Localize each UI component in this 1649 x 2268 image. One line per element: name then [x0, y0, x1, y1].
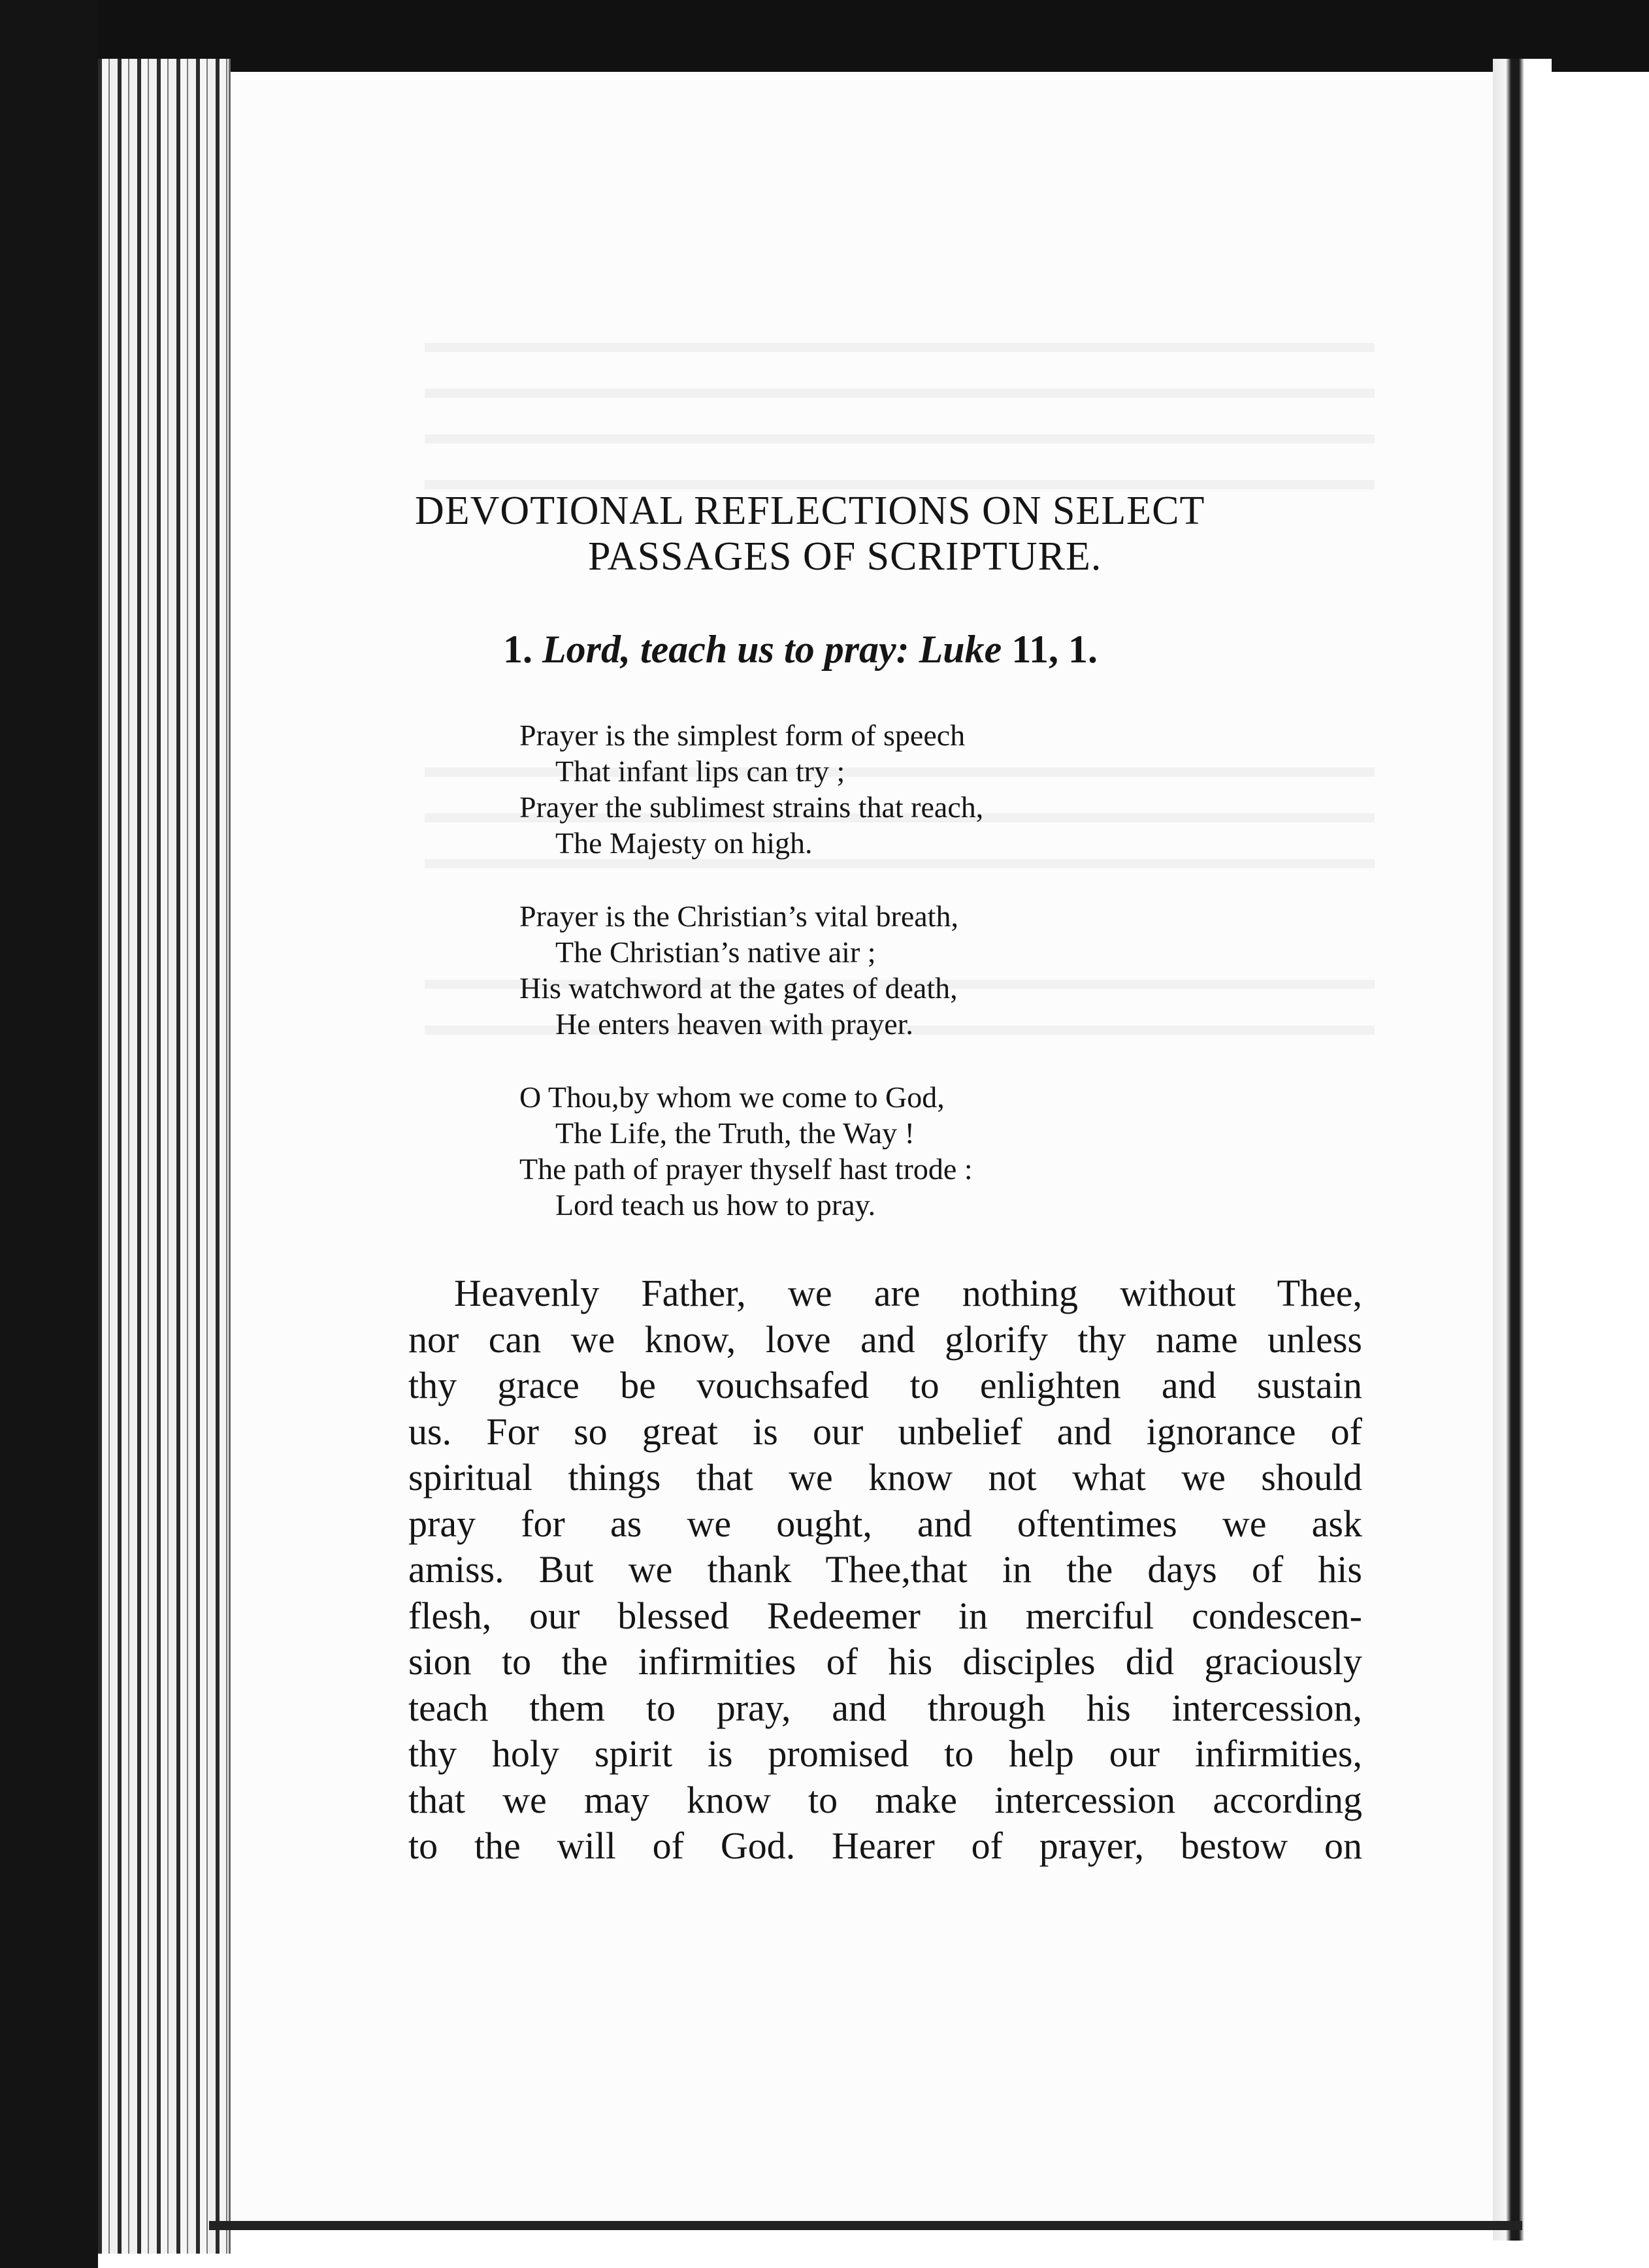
- paragraph-line: flesh, our blessed Redeemer in merciful condescen-: [408, 1594, 1362, 1637]
- paragraph-line: spiritual things that we know not what we should: [408, 1456, 1362, 1498]
- paragraph-line: teach them to pray, and through his intercession,: [408, 1686, 1362, 1729]
- section-reference: 11, 1.: [1011, 628, 1098, 671]
- poem-line: His watchword at the gates of death,: [519, 971, 958, 1005]
- paragraph-line: thy holy spirit is promised to help our infirmities,: [408, 1732, 1362, 1775]
- paragraph-line: pray for as we ought, and oftentimes we ask: [408, 1502, 1362, 1545]
- poem-line: Prayer is the simplest form of speech: [519, 719, 966, 752]
- poem-line: The Majesty on high.: [555, 826, 813, 860]
- paragraph-line: sion to the infirmities of his disciples did graciously: [408, 1640, 1362, 1683]
- poem-line: Lord teach us how to pray.: [555, 1188, 876, 1222]
- poem-stanza: [519, 717, 983, 861]
- poem-line: The Christian’s native air ;: [555, 935, 876, 969]
- paragraph-line: Heavenly Father, we are nothing without Thee,: [454, 1272, 1362, 1314]
- page-heading: [0, 487, 1649, 585]
- paragraph-line: thy grace be vouchsafed to enlighten and sustain: [408, 1364, 1362, 1406]
- paragraph-line: nor can we know, love and glorify thy name unless: [408, 1318, 1362, 1361]
- book-spine-edge: [0, 0, 98, 2268]
- paragraph-line: us. For so great is our unbelief and ignorance of: [408, 1410, 1362, 1453]
- poem-stanza: [519, 1079, 973, 1223]
- poem-line: That infant lips can try ;: [555, 754, 845, 788]
- heading-line-2: PASSAGES OF SCRIPTURE.: [588, 534, 1102, 579]
- poem-line: Prayer is the Christian’s vital breath,: [519, 899, 958, 933]
- poem-stanza: [519, 898, 958, 1042]
- bleed-through-line: [425, 434, 1375, 444]
- scan-top-border: [0, 0, 1649, 72]
- heading-line-1: DEVOTIONAL REFLECTIONS ON SELECT: [415, 489, 1205, 533]
- page-edges-stack: [98, 59, 231, 2254]
- poem-line: O Thou,by whom we come to God,: [519, 1080, 945, 1114]
- section-number: 1.: [503, 628, 532, 671]
- section-heading: [503, 627, 1098, 672]
- poem-line: He enters heaven with prayer.: [555, 1007, 913, 1041]
- paragraph-line: amiss. But we thank Thee,that in the days of his: [408, 1548, 1362, 1591]
- poem-line: The path of prayer thyself hast trode :: [519, 1152, 973, 1186]
- paragraph-line: that we may know to make intercession according: [408, 1778, 1362, 1821]
- paragraph-line: to the will of God. Hearer of prayer, bestow on: [408, 1824, 1362, 1867]
- poem-line: Prayer the sublimest strains that reach,: [519, 790, 984, 824]
- section-book: Luke: [919, 628, 1002, 671]
- section-text: Lord, teach us to pray:: [542, 628, 909, 671]
- scan-bottom-border: [209, 2221, 1522, 2230]
- bleed-through-line: [425, 389, 1375, 398]
- bleed-through-line: [425, 343, 1375, 352]
- right-page-edge: [1493, 59, 1552, 2241]
- poem-line: The Life, the Truth, the Way !: [555, 1116, 915, 1150]
- prayer-paragraph: [408, 1271, 1362, 1870]
